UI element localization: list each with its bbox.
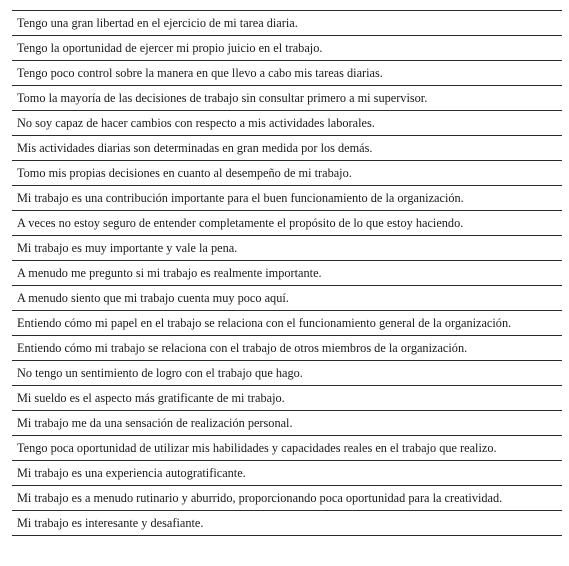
table-row: Mi trabajo es muy importante y vale la pena. — [12, 236, 562, 261]
table-row: Mi trabajo es una experiencia autogratificante. — [12, 461, 562, 486]
table-row: Mi trabajo es una contribución importante para el buen funcionamiento de la organización. — [12, 186, 562, 211]
table-row: Entiendo cómo mi papel en el trabajo se relaciona con el funcionamiento general de la organización. — [12, 311, 562, 336]
table-row: Mi sueldo es el aspecto más gratificante de mi trabajo. — [12, 386, 562, 411]
table-row: Entiendo cómo mi trabajo se relaciona con el trabajo de otros miembros de la organización. — [12, 336, 562, 361]
table-row: Mi trabajo me da una sensación de realización personal. — [12, 411, 562, 436]
table-row: Tomo la mayoría de las decisiones de trabajo sin consultar primero a mi supervisor. — [12, 86, 562, 111]
table-row: Tengo poca oportunidad de utilizar mis habilidades y capacidades reales en el trabajo que realizo. — [12, 436, 562, 461]
questionnaire-table — [12, 10, 562, 536]
table-row: Mi trabajo es a menudo rutinario y aburrido, proporcionando poca oportunidad para la creatividad. — [12, 486, 562, 511]
table-row: No tengo un sentimiento de logro con el trabajo que hago. — [12, 361, 562, 386]
table-row: Tomo mis propias decisiones en cuanto al desempeño de mi trabajo. — [12, 161, 562, 186]
table-row: Tengo poco control sobre la manera en que llevo a cabo mis tareas diarias. — [12, 61, 562, 86]
table-row: Mi trabajo es interesante y desafiante. — [12, 511, 562, 536]
table-row: No soy capaz de hacer cambios con respecto a mis actividades laborales. — [12, 111, 562, 136]
table-row: A menudo siento que mi trabajo cuenta muy poco aquí. — [12, 286, 562, 311]
table-row: Tengo la oportunidad de ejercer mi propio juicio en el trabajo. — [12, 36, 562, 61]
table-row: Mis actividades diarias son determinadas en gran medida por los demás. — [12, 136, 562, 161]
table-row: A veces no estoy seguro de entender completamente el propósito de lo que estoy haciendo. — [12, 211, 562, 236]
table-row: Tengo una gran libertad en el ejercicio de mi tarea diaria. — [12, 11, 562, 36]
table-row: A menudo me pregunto si mi trabajo es realmente importante. — [12, 261, 562, 286]
